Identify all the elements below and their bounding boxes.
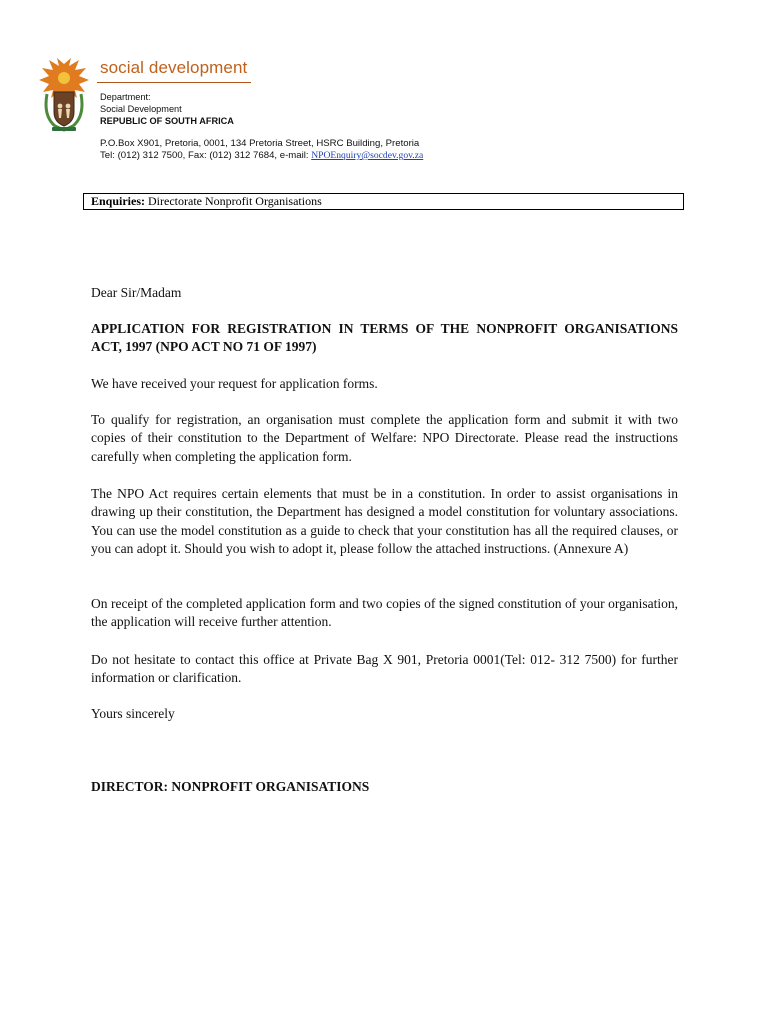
paragraph-4: On receipt of the completed application form and two copies of the signed constitution of your organisation, the application will receive further attention. [91,596,678,630]
salutation: Dear Sir/Madam [91,285,182,300]
enquiries-value: Directorate Nonprofit Organisations [145,194,322,208]
signatory: DIRECTOR: NONPROFIT ORGANISATIONS [91,779,370,794]
brand-divider [97,82,251,83]
enquiries-label: Enquiries: [91,194,146,208]
department-name: Social Development [100,104,182,114]
paragraph-2: To qualify for registration, an organisation must complete the application form and submit it with two copies of their constitution to the Department of Welfare: NPO Directorate. Please read the instructions carefully when completing the application form. [91,412,678,464]
paragraph-3: The NPO Act requires certain elements that must be in a constitution. In order to assist organisations in drawing up their constitution, the Department has designed a model constitution for voluntary associations. You can use the model constitution as a guide to check that your constitution has all the required clauses, or you can adopt it. Should you wish to adopt it, please follow the attached instructions. (Annexure A) [91,486,678,556]
address-block [100,138,423,162]
phone-fax: Tel: (012) 312 7500, Fax: (012) 312 7684, e-mail: [100,150,312,161]
subject-heading: APPLICATION FOR REGISTRATION IN TERMS OF THE NONPROFIT ORGANISATIONS ACT, 1997 (NPO ACT NO 71 OF 1997) [91,321,678,355]
closing: Yours sincerely [91,706,175,721]
enquiries-box [83,193,684,210]
email-link[interactable]: NPOEnquiry@socdev.gov.za [311,150,424,161]
brand-name: social development [100,58,248,77]
paragraph-5: Do not hesitate to contact this office at Private Bag X 901, Pretoria 0001(Tel: 012- 312 7500) for further information or clarification. [91,652,678,686]
paragraph-1: We have received your request for application forms. [91,376,378,391]
department-block [100,91,234,127]
department-label: Department: [100,92,151,102]
contact-line [100,150,423,162]
coat-of-arms-icon [37,54,91,134]
country-name: REPUBLIC OF SOUTH AFRICA [100,116,234,126]
postal-address: P.O.Box X901, Pretoria, 0001, 134 Pretoria Street, HSRC Building, Pretoria [100,138,420,149]
